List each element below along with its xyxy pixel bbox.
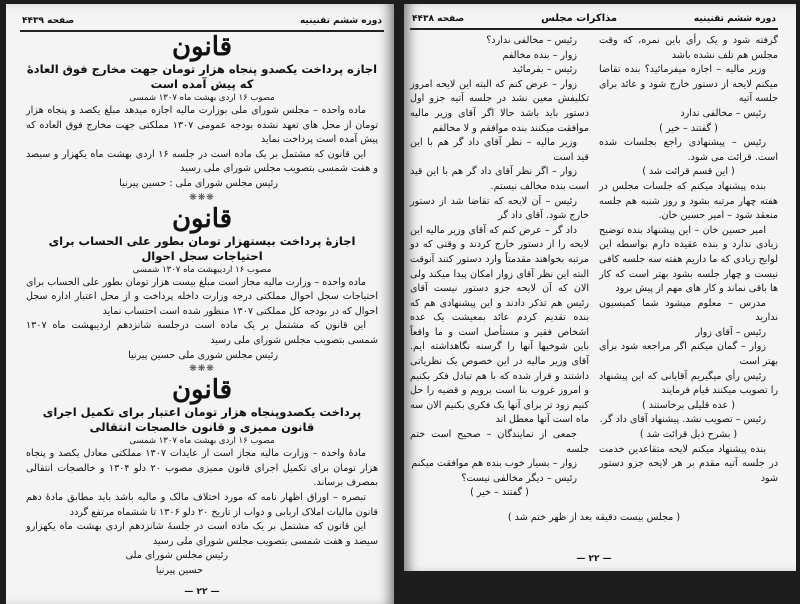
header-period: دوره ششم تقنینیه — [693, 14, 776, 24]
speech: رئیس – پیشنهادی راجع بجلسات شده است. قرائت می شود. — [599, 137, 778, 163]
law-signature: رئیس مجلس شورای ملی — [125, 550, 228, 562]
header-page-number: صفحه ۴۴۳۸ — [412, 14, 465, 24]
law-1 — [20, 32, 384, 204]
stage-note: ( عده قلیلی برخاستند ) — [642, 399, 735, 411]
law-subtitle: پرداخت یکصدوپنجاه هزار تومان اعتبار برای تکمیل اجرای قانون ممیزی و قانون خالصجات انتقالی — [42, 405, 362, 435]
speech: رئیس – مخالفی ندارد — [680, 107, 766, 119]
stage-note: ( این قسم قرائت شد ) — [642, 166, 735, 178]
separator: ❋❋❋ — [189, 192, 215, 203]
law-title: قانون — [171, 32, 233, 62]
page-number: — ۲۲ — — [184, 587, 220, 598]
law-signature: رئیس مجلس شورای ملی : حسین پیرنیا — [119, 177, 278, 189]
speech: داد گر – عرض کنم که آقای وزیر مالیه این لایحه را از دستور خارج کردند و وقتی که دو مرتبه بخواهند مقدمتاً وارد دستور کنند آنوقت البته این نظر آقای زوار امکان پیدا میکند ولی الان که آن لایحه جزو دستور نیست آقای رئیس هم تذکر دادند و این پیشنهادی هم که بنده تقدیم کردم عائد بمعیشت یک عده اشخاص فقیر و مستأصل است و ما واقعاً باین شوخیها آنها را گرسنه نگاهداشته ایم. آقای وزیر مالیه در این خصوص یک نظریاتی داشتند و قرار شده که با هم تبادل فکر بکنیم و امروز غروب بنا است برویم و قضیه را حل کنیم زود تر برای آنها یک فکری بکنیم الان سه ماه است آنها معطل اند — [410, 224, 589, 426]
speech: زوار – بسیار خوب بنده هم موافقت میکنم — [411, 458, 577, 470]
law-title: قانون — [171, 375, 233, 406]
law-date: مصوب ۱۶ اردی بهشت ماه ۱۳۰۷ شمسی — [129, 93, 275, 103]
page-header — [20, 14, 384, 32]
left-page — [6, 4, 394, 604]
law-paragraph: مادهٔ واحده – وزارت مالیه مجاز است از عایدات ۱۳۰۷ مملکتی معادل یکصد و پنجاه هزار تومان برای تکمیل اجرای قانون ممیزی مصوب ۲۰ دلو ۱۳۰۴ و خالصجات انتقالی بمصرف برساند. — [26, 448, 379, 489]
header-page-number: صفحه ۴۴۳۹ — [22, 16, 75, 26]
speech: رئیس – دیگر مخالفی نیست؟ — [461, 472, 577, 484]
speech: رئیس – بفرمائید — [512, 64, 577, 76]
speech: مدرس – معلوم میشود شما کمیسیون ندارید — [599, 297, 778, 324]
speech: رئیس – آن لایحه که تقاضا شد از دستور خارج شود. آقای داد گر — [410, 195, 589, 222]
law-paragraph: ماده واحده – مجلس شورای ملی بوزارت مالیه اجازه میدهد مبلغ یکصد و پنجاه هزار تومان از محل های تعهد نشده بودجه عمومی ۱۳۰۷ مملکتی جهت مخارج فوق العاده که پیش آمده است پرداخت نماید — [26, 105, 378, 146]
law-title: قانون — [171, 203, 233, 234]
speech: بنده پیشنهاد میکنم که جلسات مجلس در هفته چهار مرتبه بشود و روز شنبه هم جلسه منعقد شود – امیر حسین خان. — [599, 180, 778, 222]
law-paragraph: این قانون که مشتمل بر یک ماده است در جلسه ۱۶ اردی بهشت ماه یکهزار و سیصد و هفت شمسی بتصویب مجلس شورای ملی رسید — [26, 148, 378, 175]
law-paragraph: تبصره – اوراق اظهار نامه که مورد اختلاف مالک و مالیه باشد باید مطابق مادهٔ دهم قانون مالیات املاک اربابی و دواب از تاریخ ۲۰ دلو ۱۳۰۶ تا ششماه مرتفع گردد — [26, 491, 378, 518]
speech: بنده پیشنهاد میکنم لایحه متقاعدین خدمت در جلسه آتیه مقدم بر هر لایحه جزو دستور شود — [599, 443, 778, 484]
speech: وزیر مالیه – اجازه میفرمائید؟ بنده تقاضا میکنم لایحه از دستور خارج شود و عائد برای جلسه آتیه — [599, 64, 778, 105]
header-period: دوره ششم تقنینیه — [299, 16, 382, 26]
speech: رئیس – تصویب نشد. پیشنهاد آقای داد گر. — [599, 414, 766, 426]
columns — [410, 34, 778, 501]
speech: وزیر مالیه – نظر آقای داد گر هم با این قید است — [410, 137, 589, 163]
speech: رئیس – آقای زوار — [695, 326, 766, 338]
law-signature-name: حسین پیرنیا — [155, 564, 203, 576]
speech: زوار – عرض کنم که البته این لایحه امروز تکلیفش معین نشد در جلسه آتیه جزو اول دستور باید باشد حالا اگر آقای وزیر مالیه موافقت میکنند بنده موافقم و لا مخالفم — [410, 78, 589, 134]
speech: رئیس – مخالفی ندارد؟ — [486, 35, 577, 46]
law-paragraph: این قانون که مشتمل بر یک ماده است در جلسهٔ شانزدهم اردی بهشت ماه یکهزارو سیصد و هفت شمسی بتصویب مجلس شورای ملی رسید — [26, 521, 378, 547]
speech: گرفته شود و یک رأی باین نمره، که وقت مجلس هم تلف نشده باشد — [599, 35, 778, 61]
law-date: مصوب ۱۶ اردی بهشت ماه ۱۳۰۷ شمسی — [129, 436, 275, 447]
right-page — [404, 4, 796, 571]
law-paragraph: ماده واحده – وزارت مالیه مجاز است مبلغ بیست هزار تومان بطور علی الحساب برای احتیاجات سجل احوال مملکتی درجه وزارت داخله پرداخت و از محل اعتبار اداره سجل احوال که در بودجه کل مملکتی ۱۳۰۷ منظور شده است احتساب نماید — [26, 276, 378, 317]
speech: امیر حسین خان – این پیشنهاد بنده توضیح زیادی ندارد و بنده عقیده دارم بواسطه این لوایح زیادی که ما داریم هفته سه جلسه کافی نیست و چهار جلسه بشود بهتر است که کار ها باقی نماند و کار های مهم از پیش برود — [599, 224, 778, 295]
stage-note: ( گفتند – خیر ) — [470, 487, 529, 499]
stage-note: ( گفتند – خیر ) — [659, 122, 718, 134]
law-date: مصوب ۱۶ اردیبهشت ماه ۱۳۰۷ شمسی — [132, 264, 272, 275]
law-3 — [20, 375, 384, 578]
law-signature: رئیس مجلس شوری ملی حسین پیرنیا — [128, 349, 278, 361]
speech: رئیس رأی میگیریم آقایانی که این پیشنهاد را تصویب میکنند قیام فرمایند — [599, 370, 778, 397]
session-closing: ( مجلس بیست دقیقه بعد از ظهر ختم شد ) — [507, 512, 681, 523]
header-title: مذاکرات مجلس — [541, 13, 618, 24]
law-subtitle: اجازهٔ پرداخت بیستهزار تومان بطور علی الحساب برای احتیاجات سجل احوال — [48, 233, 356, 263]
page-number: — ۲۲ — — [576, 554, 612, 564]
stage-note: ( بشرح ذیل قرائت شد ) — [639, 429, 738, 441]
column-left — [410, 34, 589, 501]
speech: جمعی از نمایندگان – صحیح است ختم جلسه — [410, 429, 589, 455]
law-subtitle: اجازه پرداخت یکصدو پنجاه هزار تومان جهت مخارج فوق العادهٔ که پیش آمده است — [26, 62, 378, 91]
speech: زوار – گمان میکنم اگر مراجعه شود برأی بهتر است — [599, 341, 778, 368]
speech: زوار – بنده مخالفم — [502, 49, 577, 61]
separator: ❋❋❋ — [189, 364, 215, 375]
law-paragraph: این قانون که مشتمل بر یک ماده است درجلسه شانزدهم اردیبهشت ماه ۱۳۰۷ شمسی بتصویب مجلس شورای ملی رسید — [26, 320, 378, 346]
law-2 — [20, 204, 384, 376]
page-header — [410, 12, 778, 30]
column-right — [599, 34, 778, 501]
speech: زوار – اگر نظر آقای داد گر هم با این قید است بنده مخالف نیستم. — [410, 166, 589, 192]
